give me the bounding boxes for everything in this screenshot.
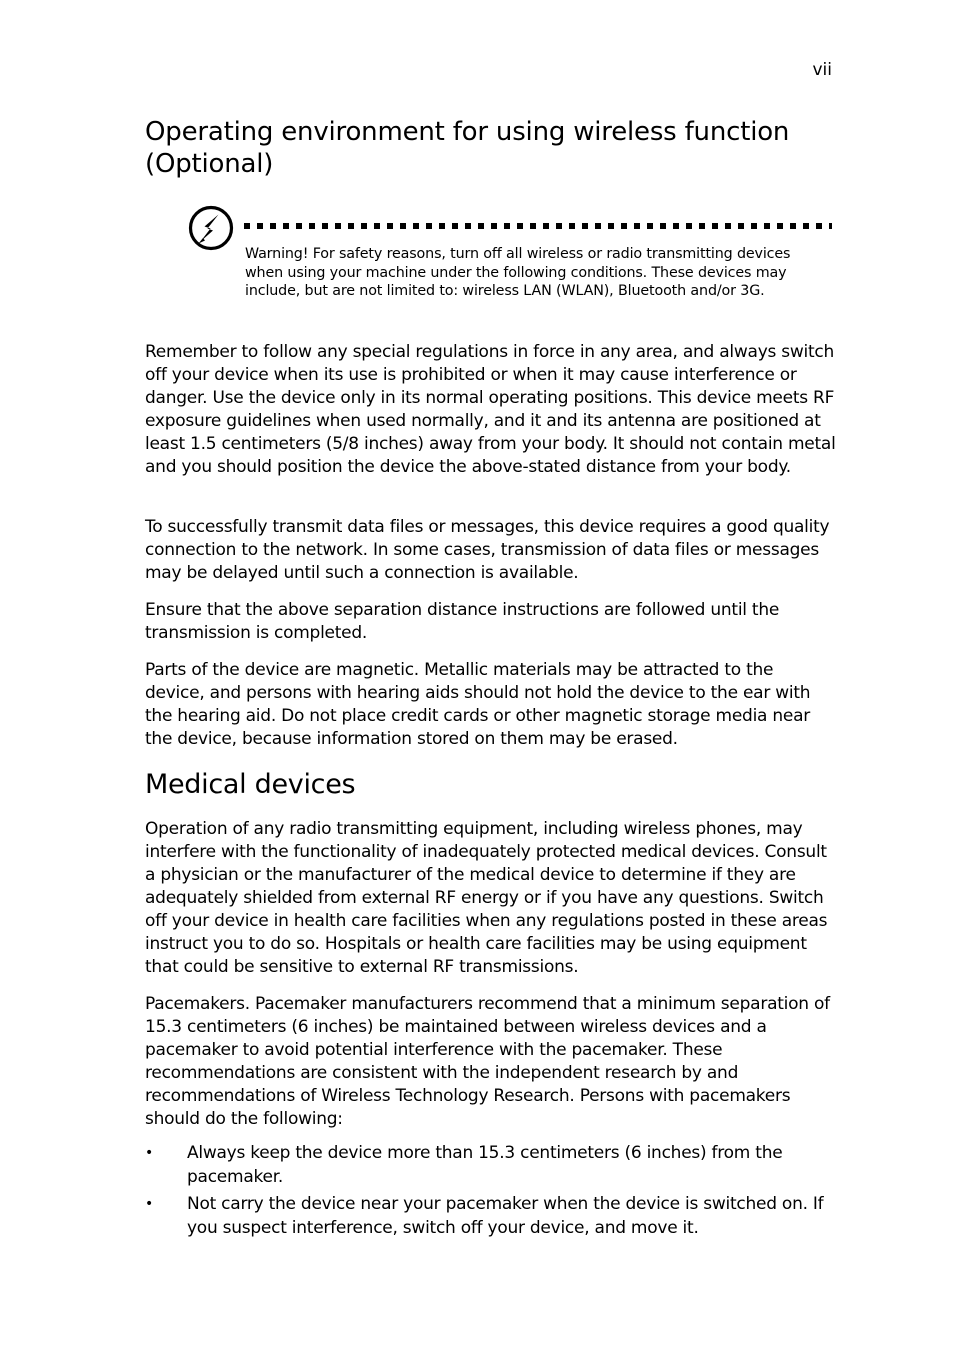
bullet-icon: • <box>145 1145 154 1161</box>
paragraph-pacemakers: Pacemakers. Pacemaker manufacturers recommend that a minimum separation of 15.3 centimeters (6 inches) be maintained between wireless devices and a pacemaker to avoid potential interference with the pacemaker. These recommendations are consistent with the independent research by and recommendations of Wireless Technology Research. Persons with pacemakers should do the following: <box>145 994 830 1129</box>
warning-callout <box>188 205 833 325</box>
paragraph-medical-equipment: Operation of any radio transmitting equipment, including wireless phones, may interfere with the functionality of inadequately protected medical devices. Consult a physician or the manufacturer of the medical device to determine if they are adequately shielded from external RF energy or if you have any questions. Switch off your device in health care facilities when any regulations posted in these areas instruct you to do so. Hospitals or health care facilities may be using equipment that could be sensitive to external RF transmissions. <box>145 819 828 977</box>
page-number: vii <box>812 60 832 80</box>
section-title-wireless: Operating environment for using wireless function (Optional) <box>145 117 790 179</box>
list-item <box>145 1141 837 1189</box>
list-item-text: Always keep the device more than 15.3 centimeters (6 inches) from the pacemaker. <box>187 1143 783 1187</box>
pacemaker-guidelines-list <box>145 1141 837 1243</box>
paragraph-separation-distance: Ensure that the above separation distance instructions are followed until the transmission is completed. <box>145 600 780 643</box>
section-title-medical-devices: Medical devices <box>145 769 356 800</box>
bullet-icon: • <box>145 1196 154 1212</box>
paragraph-data-transmission: To successfully transmit data files or messages, this device requires a good quality connection to the network. In some cases, transmission of data files or messages may be delayed until such a connection is available. <box>145 517 830 583</box>
warning-text: Warning! For safety reasons, turn off all wireless or radio transmitting devices when using your machine under the following conditions. These devices may include, but are not limited to: wireless LAN (WLAN), Bluetooth and/or 3G. <box>245 246 791 299</box>
paragraph-special-regulations: Remember to follow any special regulations in force in any area, and always switch off your device when its use is prohibited or when it may cause interference or danger. Use the device only in its normal operating positions. This device meets RF exposure guidelines when used normally, and it and its antenna are positioned at least 1.5 centimeters (5/8 inches) away from your body. It should not contain metal and you should position the device the above-stated distance from your body. <box>145 342 836 477</box>
list-item-text: Not carry the device near your pacemaker when the device is switched on. If you suspect interference, switch off your device, and move it. <box>187 1194 824 1238</box>
warning-lightning-icon <box>188 205 234 251</box>
list-item <box>145 1192 837 1240</box>
paragraph-magnetic-parts: Parts of the device are magnetic. Metallic materials may be attracted to the device, and persons with hearing aids should not hold the device to the ear with the hearing aid. Do not place credit cards or other magnetic storage media near the device, because information stored on them may be erased. <box>145 660 811 749</box>
dotted-divider <box>244 223 832 229</box>
